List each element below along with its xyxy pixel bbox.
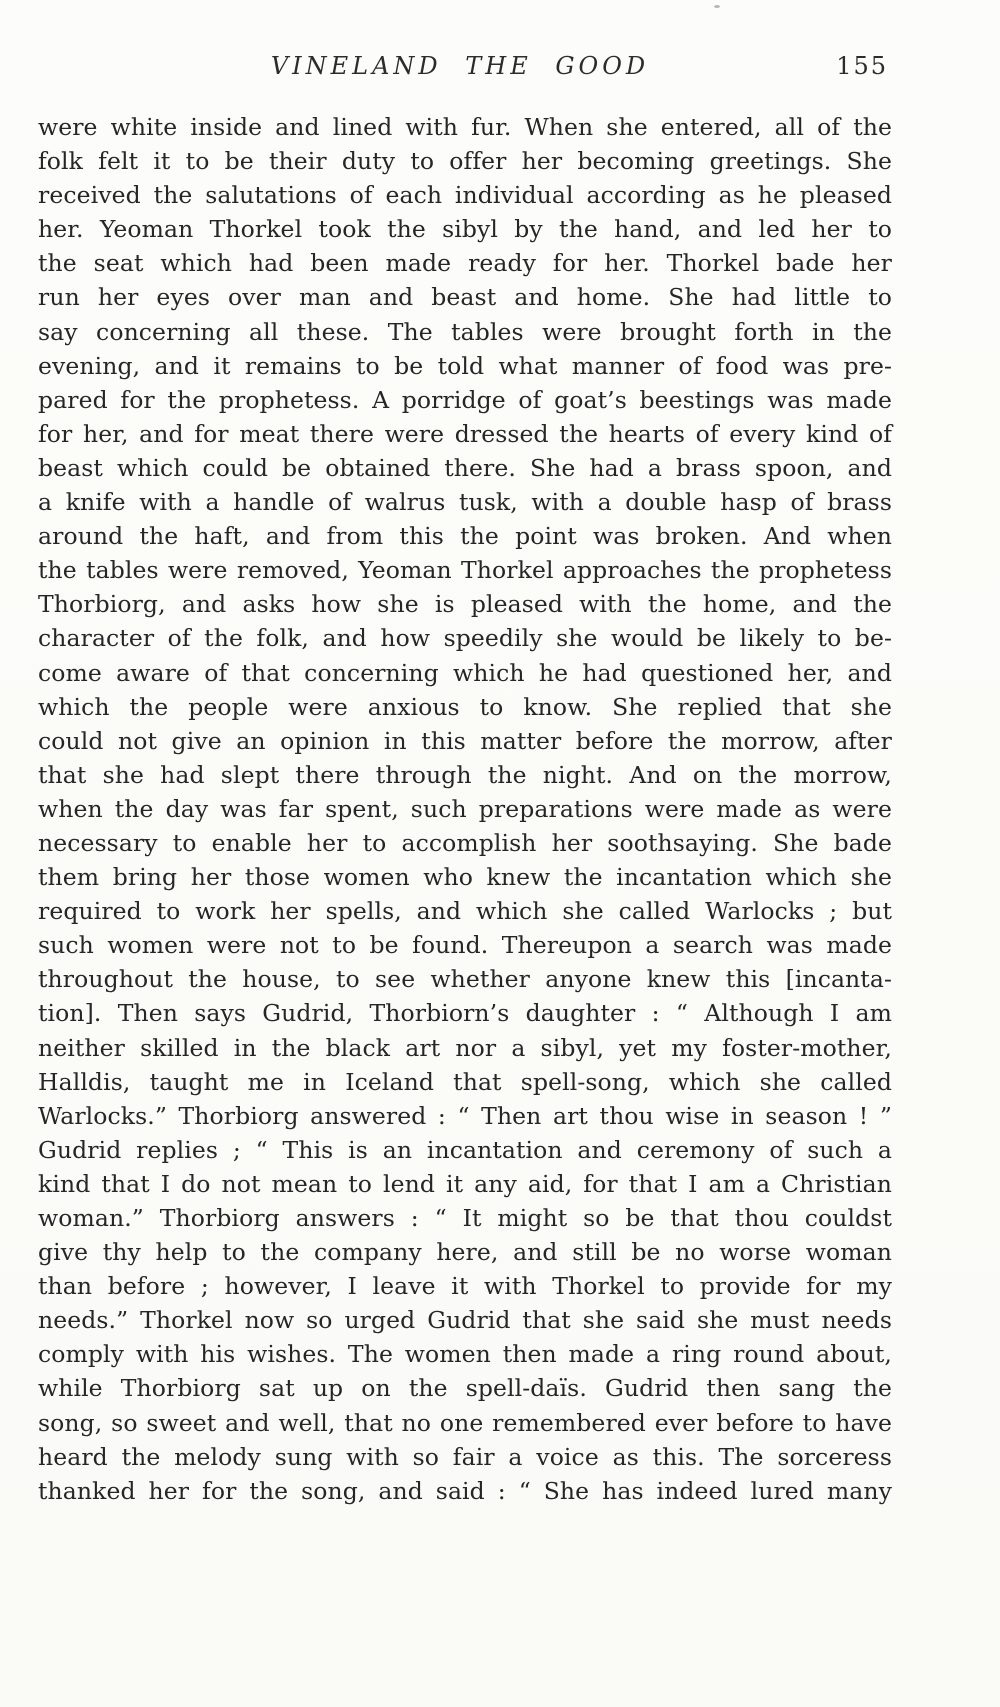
text-line: run her eyes over man and beast and home. She had little to	[38, 283, 892, 312]
body-text	[38, 110, 892, 1508]
text-line: come aware of that concerning which he had questioned her, and	[38, 658, 892, 687]
text-line: while Thorbiorg sat up on the spell-daïs. Gudrid then sang the	[38, 1374, 892, 1403]
text-line: a knife with a handle of walrus tusk, with a double hasp of brass	[38, 488, 892, 517]
text-line: than before ; however, I leave it with Thorkel to provide for my	[38, 1272, 892, 1301]
text-line: required to work her spells, and which she called Warlocks ; but	[38, 897, 892, 926]
text-line: folk felt it to be their duty to offer her becoming greetings. She	[38, 147, 892, 176]
text-line: give thy help to the company here, and still be no worse woman	[38, 1238, 892, 1267]
page-number: 155	[836, 52, 888, 80]
text-line: when the day was far spent, such preparations were made as were	[38, 794, 892, 823]
text-line: song, so sweet and well, that no one remembered ever before to have	[38, 1408, 892, 1437]
text-line: throughout the house, to see whether anyone knew this [incanta-	[38, 965, 892, 994]
text-line: say concerning all these. The tables were brought forth in the	[38, 317, 892, 346]
text-line: the tables were removed, Yeoman Thorkel approaches the prophetess	[38, 556, 892, 585]
text-line: the seat which had been made ready for her. Thorkel bade her	[38, 249, 892, 278]
text-line: kind that I do not mean to lend it any aid, for that I am a Christian	[38, 1169, 892, 1198]
text-line: which the people were anxious to know. She replied that she	[38, 692, 892, 721]
text-line: were white inside and lined with fur. When she entered, all of the	[38, 113, 892, 141]
text-line: that she had slept there through the night. And on the morrow,	[38, 760, 892, 789]
text-line: evening, and it remains to be told what manner of food was pre-	[38, 351, 892, 380]
text-line: character of the folk, and how speedily she would be likely to be-	[38, 624, 892, 653]
text-line: pared for the prophetess. A porridge of goat’s beestings was made	[38, 385, 892, 414]
text-line: comply with his wishes. The women then made a ring round about,	[38, 1340, 892, 1369]
text-line: tion]. Then says Gudrid, Thorbiorn’s daughter : “ Although I am	[38, 999, 892, 1028]
text-line: woman.” Thorbiorg answers : “ It might so be that thou couldst	[38, 1204, 892, 1232]
text-line: such women were not to be found. Thereupon a search was made	[38, 931, 892, 960]
text-line: Thorbiorg, and asks how she is pleased with the home, and the	[38, 590, 892, 619]
text-line: received the salutations of each individual according as he pleased	[38, 181, 892, 210]
text-line: heard the melody sung with so fair a voice as this. The sorceress	[38, 1442, 892, 1471]
text-line: necessary to enable her to accomplish her soothsaying. She bade	[38, 828, 892, 857]
text-line: Warlocks.” Thorbiorg answered : “ Then art thou wise in season ! ”	[38, 1101, 892, 1130]
text-line: needs.” Thorkel now so urged Gudrid that she said she must needs	[38, 1306, 892, 1335]
running-title: VINELAND THE GOOD	[270, 52, 650, 80]
text-line: her. Yeoman Thorkel took the sibyl by the hand, and led her to	[38, 215, 892, 244]
text-line: for her, and for meat there were dressed the hearts of every kind of	[38, 419, 892, 448]
text-line: could not give an opinion in this matter before the morrow, after	[38, 726, 892, 755]
text-line: Halldis, taught me in Iceland that spell-song, which she called	[38, 1067, 892, 1096]
text-line: thanked her for the song, and said : “ She has indeed lured many	[38, 1476, 892, 1505]
text-line: Gudrid replies ; “ This is an incantation and ceremony of such a	[38, 1135, 892, 1164]
text-line: them bring her those women who knew the incantation which she	[38, 863, 892, 892]
page-header	[0, 0, 1000, 90]
text-line: neither skilled in the black art nor a sibyl, yet my foster-mother,	[38, 1033, 892, 1062]
text-line: beast which could be obtained there. She had a brass spoon, and	[38, 453, 892, 482]
text-line: around the haft, and from this the point was broken. And when	[38, 522, 892, 551]
